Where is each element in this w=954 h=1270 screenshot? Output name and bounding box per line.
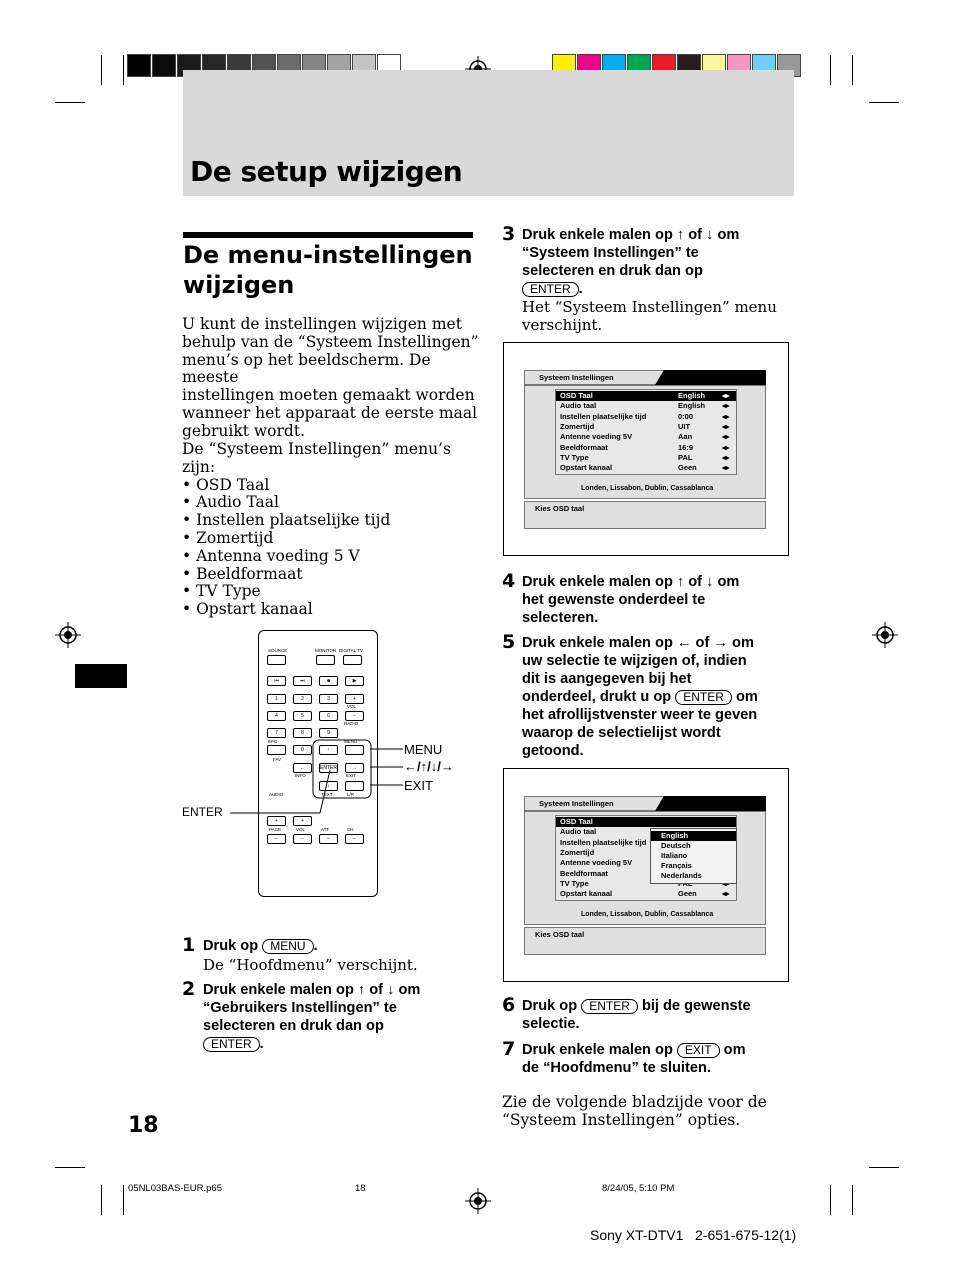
right-arrow-button[interactable]: → xyxy=(345,763,364,773)
section-rule xyxy=(183,232,473,238)
step-3 xyxy=(522,226,812,334)
osd-row-label: Audio taal xyxy=(560,401,597,411)
osd-header-tab xyxy=(655,796,766,811)
osd-title: Systeem Instellingen xyxy=(539,373,614,382)
osd-row-label: Audio taal xyxy=(560,827,597,837)
enter-key: ENTER xyxy=(675,690,732,705)
digit-button[interactable]: 8 xyxy=(293,728,312,738)
osd-row[interactable] xyxy=(560,401,732,411)
registration-mark-icon xyxy=(872,622,898,648)
osd-row-label: Instellen plaatselijke tijd xyxy=(560,837,647,847)
dropdown-option[interactable]: Nederlands xyxy=(661,871,702,880)
step-text: . xyxy=(259,1036,264,1052)
osd-row-value: Geen xyxy=(678,889,697,899)
osd-row-value: English xyxy=(678,391,706,400)
left-right-arrows-icon: ◂▸ xyxy=(722,411,730,421)
dropdown-option[interactable]: Italiano xyxy=(661,851,688,860)
osd-row-label: TV Type xyxy=(560,452,589,462)
step-text: Druk enkele malen op ↑ of ↓ om xyxy=(522,227,740,243)
step-number: 5 xyxy=(502,631,516,653)
step-text: . xyxy=(578,281,583,297)
page-number: 18 xyxy=(128,1113,159,1138)
intro-line: U kunt de instellingen wijzigen met xyxy=(182,315,462,333)
crop-mark xyxy=(869,102,899,103)
crop-mark xyxy=(123,1185,124,1215)
section-title xyxy=(183,240,473,300)
osd-row-label: Opstart kanaal xyxy=(560,889,613,899)
step-text: Druk op xyxy=(522,998,578,1014)
remote-label: RADIO xyxy=(344,721,359,726)
enter-callout-label: ENTER xyxy=(182,805,223,819)
step-number: 2 xyxy=(182,978,196,1000)
left-right-arrows-icon: ◂▸ xyxy=(722,391,730,400)
up-arrow-button[interactable]: ↑ xyxy=(319,745,338,755)
remote-label: VOL xyxy=(347,704,357,709)
remote-label: L/R xyxy=(347,792,355,797)
osd-panel xyxy=(524,385,766,499)
osd-row-value: Aan xyxy=(678,432,693,442)
crop-mark xyxy=(852,1185,853,1215)
step-text: Druk op xyxy=(203,938,259,954)
osd-header-bar xyxy=(524,370,766,385)
step-number: 3 xyxy=(502,223,516,245)
left-arrow-button[interactable]: ← xyxy=(293,763,312,773)
language-dropdown[interactable] xyxy=(650,828,737,884)
osd-help-bar xyxy=(524,501,766,529)
intro-line: behulp van de “Systeem Instellingen” xyxy=(182,332,479,351)
osd-panel xyxy=(524,811,766,925)
digital-tv-button[interactable] xyxy=(343,655,362,665)
print-file-name: 05NL03BAS-EUR.p65 xyxy=(128,1183,222,1194)
step-text: Druk enkele malen op ↑ of ↓ om xyxy=(203,982,421,998)
exit-key: EXIT xyxy=(677,1043,720,1058)
step-text: Druk enkele malen op xyxy=(522,1042,673,1058)
step-result: verschijnt. xyxy=(522,316,603,334)
digit-button[interactable]: 2 xyxy=(293,694,312,704)
intro-line: gebruikt wordt. xyxy=(182,421,306,440)
left-right-arrows-icon: ◂▸ xyxy=(722,889,730,899)
osd-header-tab xyxy=(655,370,766,385)
next-button[interactable]: ⏭ xyxy=(293,676,312,686)
step-number: 6 xyxy=(502,994,516,1016)
menu-list-intro: De “Systeem Instellingen” menu’s zijn: xyxy=(182,440,451,476)
step-text: dit is aangegeven bij het xyxy=(522,671,692,687)
prev-button[interactable]: ⏮ xyxy=(267,676,286,686)
digit-button[interactable]: 7 xyxy=(267,728,286,738)
digit-button[interactable]: 4 xyxy=(267,711,286,721)
step-text: “Gebruikers Instellingen” te xyxy=(203,1000,397,1016)
step-number: 4 xyxy=(502,570,516,592)
step-text: selectie. xyxy=(522,1016,580,1032)
remote-label: VOL xyxy=(296,827,306,832)
osd-row-value: UIT xyxy=(678,421,691,431)
left-right-arrows-icon: ◂▸ xyxy=(722,452,730,462)
remote-label: EPG xyxy=(268,739,278,744)
remote-label: TEXT xyxy=(321,792,333,797)
digit-button[interactable]: 9 xyxy=(319,728,338,738)
osd-row-label: OSD Taal xyxy=(560,817,593,826)
enter-key: ENTER xyxy=(522,282,579,297)
play-pause-button[interactable]: ▶ xyxy=(345,676,364,686)
page-up-button[interactable]: + xyxy=(267,816,286,826)
step-text: het gewenste onderdeel te xyxy=(522,592,706,608)
step-text: selecteren en druk dan op xyxy=(203,1018,384,1034)
digit-button[interactable]: 1 xyxy=(267,694,286,704)
left-right-arrows-icon: ◂▸ xyxy=(722,463,730,473)
remote-label: EXIT xyxy=(346,773,357,778)
dropdown-option[interactable]: Français xyxy=(661,861,692,870)
crop-mark xyxy=(123,55,124,85)
step-4 xyxy=(522,573,812,627)
osd-row-value: PAL xyxy=(678,452,693,462)
remote-label: PAGE xyxy=(269,827,282,832)
step-number: 1 xyxy=(182,934,196,956)
osd-row-label: Zomertijd xyxy=(560,847,595,857)
osd-row[interactable] xyxy=(560,889,732,899)
vol2-down-button[interactable]: − xyxy=(293,834,312,844)
osd-row-value: English xyxy=(678,401,706,411)
dropdown-option[interactable]: English xyxy=(651,831,736,841)
next-page-note xyxy=(502,1094,802,1130)
osd-help-bar xyxy=(524,927,766,955)
left-right-arrows-icon: ◂▸ xyxy=(722,442,730,452)
step-1 xyxy=(203,937,483,974)
osd-row-label: Beeldformaat xyxy=(560,442,608,452)
page-down-button[interactable]: − xyxy=(267,834,286,844)
digit-button[interactable]: 0 xyxy=(293,745,312,755)
crop-mark xyxy=(101,55,102,85)
att-button[interactable]: − xyxy=(319,834,338,844)
intro-paragraph xyxy=(182,316,482,441)
intro-line: wanneer het apparaat de eerste maal xyxy=(182,403,478,422)
crop-mark xyxy=(869,1167,899,1168)
step-text: de “Hoofdmenu” te sluiten. xyxy=(522,1060,711,1076)
gray-swatch xyxy=(127,54,151,77)
osd-row[interactable] xyxy=(560,432,732,442)
osd-help-text: Kies OSD taal xyxy=(535,930,585,939)
stop-button[interactable]: ■ xyxy=(319,676,338,686)
step-text: het afrollijstvenster weer te geven xyxy=(522,707,758,723)
enter-button[interactable]: ENTER xyxy=(320,765,337,771)
step-text: onderdeel, drukt u op xyxy=(522,689,672,705)
crop-mark xyxy=(55,1167,85,1168)
digit-button[interactable]: 3 xyxy=(319,694,338,704)
crop-mark xyxy=(852,55,853,85)
step-text: selecteren. xyxy=(522,610,599,626)
osd-city-line: Londen, Lissabon, Dublin, Cassablanca xyxy=(581,911,714,918)
vol-up-button[interactable]: + xyxy=(345,694,364,704)
crop-mark xyxy=(101,1185,102,1215)
list-item: • OSD Taal xyxy=(182,475,270,494)
step-text: Druk enkele malen op ↑ of ↓ om xyxy=(522,574,740,590)
osd-screen-2 xyxy=(503,768,789,982)
registration-mark-icon xyxy=(465,1188,491,1214)
source-button[interactable] xyxy=(267,655,286,665)
osd-row-label: Opstart kanaal xyxy=(560,463,613,473)
note-line: “Systeem Instellingen” opties. xyxy=(502,1110,741,1129)
registration-mark-icon xyxy=(55,622,81,648)
crop-mark xyxy=(55,102,85,103)
step-text: getoond. xyxy=(522,743,584,759)
osd-screen-1 xyxy=(503,342,789,556)
menu-callout-label: MENU xyxy=(404,742,443,757)
list-item: • Beeldformaat xyxy=(182,564,303,583)
step-6 xyxy=(522,997,812,1033)
step-result: De “Hoofdmenu” verschijnt. xyxy=(203,956,418,974)
step-7 xyxy=(522,1041,812,1077)
note-line: Zie de volgende bladzijde voor de xyxy=(502,1093,767,1111)
osd-row-label: Instellen plaatselijke tijd xyxy=(560,411,647,421)
remote-label: MENU xyxy=(344,739,358,744)
left-right-arrows-icon: ◂▸ xyxy=(722,401,730,411)
osd-row[interactable] xyxy=(560,391,732,401)
osd-row-value: 16:9 xyxy=(678,442,694,452)
step-text: bij de gewenste xyxy=(641,998,751,1014)
osd-help-text: Kies OSD taal xyxy=(535,504,585,513)
list-item: • Zomertijd xyxy=(182,528,274,547)
osd-row-label: Zomertijd xyxy=(560,421,595,431)
remote-label: INFO xyxy=(295,773,306,778)
list-item: • Audio Taal xyxy=(182,493,279,512)
remote-label: MONITOR xyxy=(315,648,337,653)
enter-key: ENTER xyxy=(203,1037,260,1052)
list-item: • Antenna voeding 5 V xyxy=(182,546,360,565)
dropdown-option[interactable]: Deutsch xyxy=(661,841,691,850)
step-text: uw selectie te wijzigen of, indien xyxy=(522,653,747,669)
osd-header-bar xyxy=(524,796,766,811)
gray-swatch xyxy=(152,54,176,77)
vol2-up-button[interactable]: + xyxy=(293,816,312,826)
osd-row-value: 0:00 xyxy=(678,411,694,421)
step-text: selecteren en druk dan op xyxy=(522,263,703,279)
crop-mark xyxy=(830,1185,831,1215)
step-text: waarop de selectielijst wordt xyxy=(522,725,721,741)
left-right-arrows-icon: ◂▸ xyxy=(722,421,730,431)
remote-label: FAV xyxy=(273,757,282,762)
step-text: “Systeem Instellingen” te xyxy=(522,245,699,261)
step-text: . xyxy=(313,938,318,954)
osd-row-label: Antenne voeding 5V xyxy=(560,858,633,868)
section-title-line: De menu-instellingen xyxy=(183,241,473,269)
print-page: 18 xyxy=(355,1183,366,1194)
section-title-line: wijzigen xyxy=(183,271,295,299)
menu-list xyxy=(182,441,482,619)
down-arrow-button[interactable]: ↓ xyxy=(319,781,338,791)
crop-mark xyxy=(830,55,831,85)
osd-row-label: TV Type xyxy=(560,878,589,888)
arrows-callout-label: ←/↑/↓/→ xyxy=(404,759,454,774)
list-item: • Instellen plaatselijke tijd xyxy=(182,511,391,530)
list-item: • TV Type xyxy=(182,582,261,601)
osd-row-value: Geen xyxy=(678,463,697,473)
step-result: Het “Systeem Instellingen” menu xyxy=(522,298,777,316)
osd-row[interactable] xyxy=(560,463,732,473)
remote-label: DIGITAL TV xyxy=(339,648,363,653)
remote-label: AUDIO xyxy=(269,792,284,797)
list-item: • Opstart kanaal xyxy=(182,600,313,619)
ch-button[interactable]: − xyxy=(345,834,364,844)
digit-button[interactable]: 5 xyxy=(293,711,312,721)
osd-title: Systeem Instellingen xyxy=(539,799,614,808)
intro-line: instellingen moeten gemaakt worden xyxy=(182,386,475,405)
step-text: om xyxy=(735,689,758,705)
vol-down-button[interactable]: − xyxy=(345,711,364,721)
section-tab xyxy=(75,664,127,688)
monitor-button[interactable] xyxy=(316,655,335,665)
print-date: 8/24/05, 5:10 PM xyxy=(602,1183,675,1194)
step-2 xyxy=(203,981,483,1053)
osd-row[interactable] xyxy=(560,422,732,432)
model-number: Sony XT-DTV1 2-651-675-12(1) xyxy=(590,1227,797,1243)
remote-label: SOURCE xyxy=(268,648,288,653)
osd-row-label: Beeldformaat xyxy=(560,868,608,878)
osd-list xyxy=(555,389,737,475)
osd-row-label: Antenne voeding 5V xyxy=(560,432,633,442)
intro-line: menu’s op het beeldscherm. De meeste xyxy=(182,350,431,387)
remote-label: ATT xyxy=(321,827,330,832)
enter-key: ENTER xyxy=(581,999,638,1014)
osd-row[interactable] xyxy=(560,817,732,827)
remote-label: CH xyxy=(347,827,354,832)
exit-callout-label: EXIT xyxy=(404,778,433,793)
step-text: om xyxy=(723,1042,746,1058)
step-number: 7 xyxy=(502,1038,516,1060)
menu-key: MENU xyxy=(262,939,313,954)
osd-row[interactable] xyxy=(560,412,732,422)
step-5 xyxy=(522,634,812,760)
osd-row[interactable] xyxy=(560,443,732,453)
osd-row-label: OSD Taal xyxy=(560,391,593,400)
page-title: De setup wijzigen xyxy=(190,155,463,188)
digit-button[interactable]: 6 xyxy=(319,711,338,721)
step-text: Druk enkele malen op ← of → om xyxy=(522,635,754,651)
left-right-arrows-icon: ◂▸ xyxy=(722,432,730,442)
osd-city-line: Londen, Lissabon, Dublin, Cassablanca xyxy=(581,485,714,492)
osd-row[interactable] xyxy=(560,453,732,463)
